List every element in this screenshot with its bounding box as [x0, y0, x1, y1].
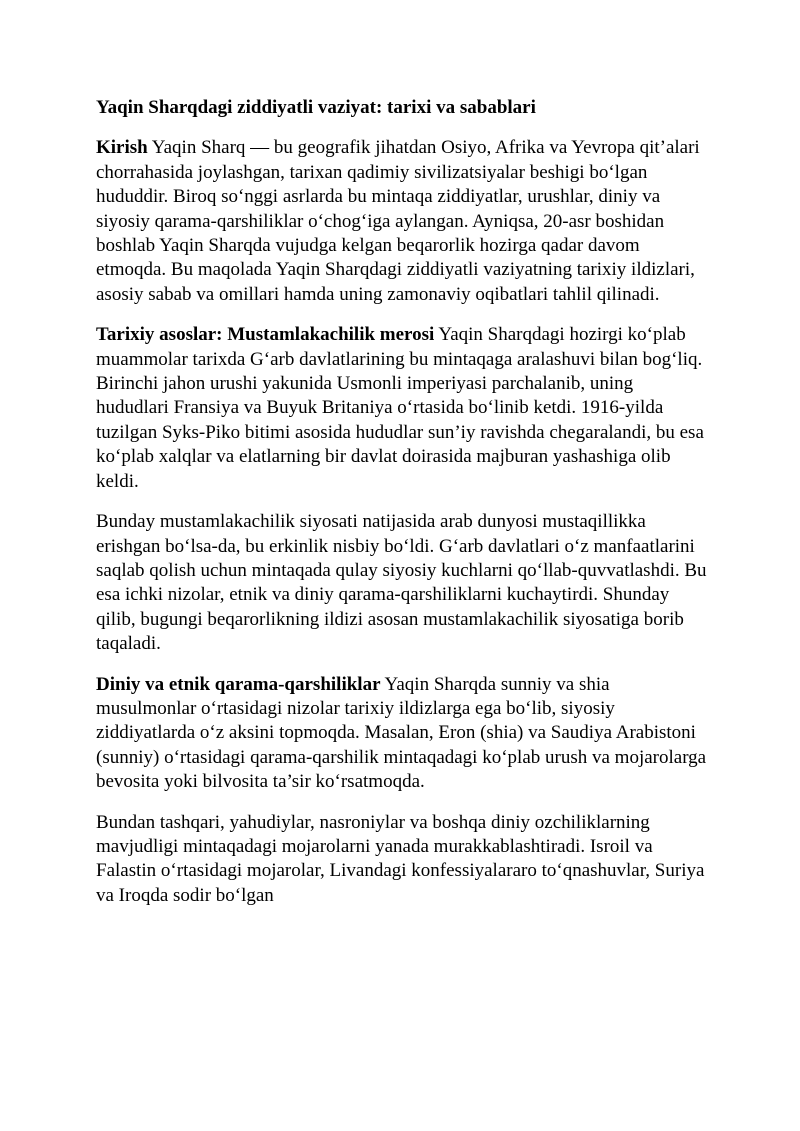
section-heading-religious-ethnic: Diniy va etnik qarama-qarshiliklar	[96, 673, 381, 695]
paragraph-text: Yaqin Sharqda sunniy va shia musulmonlar oʻrtasidagi nizolar tarixiy ildizlarga ega boʻlib, siyosiy ziddiyatlarda oʻz aksini topmoqda. Masalan, Eron (shia) va Saudiya Arabistoni (sunniy) oʻrtasidagi qarama-qarshilik mintaqadagi koʻplab urush va mojarolarga bevosita yoki bilvosita ta’sir koʻrsatmoqda.	[96, 673, 707, 793]
paragraph-text: Yaqin Sharq — bu geografik jihatdan Osiyo, Afrika va Yevropa qit’alari chorrahasida joylashgan, tarixan qadimiy sivilizatsiyalar beshigi boʻlgan hududdir. Biroq soʻnggi asrlarda bu mintaqa ziddiyatlar, urushlar, diniy va siyosiy qarama-qarshiliklar oʻchogʻiga aylangan. Ayniqsa, 20-asr boshidan boshlab Yaqin Sharqda vujudga kelgan beqarorlik hozirga qadar davom etmoqda. Bu maqolada Yaqin Sharqdagi ziddiyatli vaziyatning tarixiy ildizlari, asosiy sabab va omillari hamda uning zamonaviy oqibatlari tahlil qilinadi.	[96, 137, 700, 305]
section-heading-historical-foundations: Tarixiy asoslar: Mustamlakachilik merosi	[96, 324, 435, 346]
paragraph-text: Yaqin Sharqdagi hozirgi koʻplab muammolar tarixda Gʻarb davlatlarining bu mintaqaga aralashuvi bilan bogʻliq. Birinchi jahon urushi yakunida Usmonli imperiyasi parchalanib, uning hududlari Fransiya va Buyuk Britaniya oʻrtasida boʻlinib ketdi. 1916-yilda tuzilgan Syks-Piko bitimi asosida hududlar sun’iy ravishda chegaralandi, bu esa koʻplab xalqlar va elatlarning bir davlat doirasida majburan yashashiga olib keldi.	[96, 324, 704, 492]
paragraph-text: Bunday mustamlakachilik siyosati natijasida arab dunyosi mustaqillikka erishgan boʻlsa-da, bu erkinlik nisbiy boʻldi. Gʻarb davlatlari oʻz manfaatlarini saqlab qolish uchun mintaqada qulay siyosiy kuchlarni qoʻllab-quvvatlashdi. Bu esa ichki nizolar, etnik va diniy qarama-qarshiliklarni kuchaytirdi. Shunday qilib, bugungi beqarorlikning ildizi asosan mustamlakachilik siyosatiga borib taqaladi.	[96, 511, 707, 655]
paragraph-colonial-policy	[96, 510, 708, 656]
paragraph-religious-ethnic	[96, 673, 708, 795]
paragraph-minorities	[96, 811, 708, 909]
paragraph-historical-foundations	[96, 323, 708, 494]
paragraph-text: Bundan tashqari, yahudiylar, nasroniylar va boshqa diniy ozchiliklarning mavjudligi mintaqadagi mojarolarni yanada murakkablashtiradi. Isroil va Falastin oʻrtasidagi mojarolar, Livandagi konfessiyalararo toʻqnashuvlar, Suriya va Iroqda sodir boʻlgan	[96, 811, 705, 906]
paragraph-introduction	[96, 136, 708, 307]
document-page	[96, 96, 708, 924]
document-title: Yaqin Sharqdagi ziddiyatli vaziyat: tarixi va sabablari	[96, 97, 536, 118]
section-heading-introduction: Kirish	[96, 137, 148, 159]
